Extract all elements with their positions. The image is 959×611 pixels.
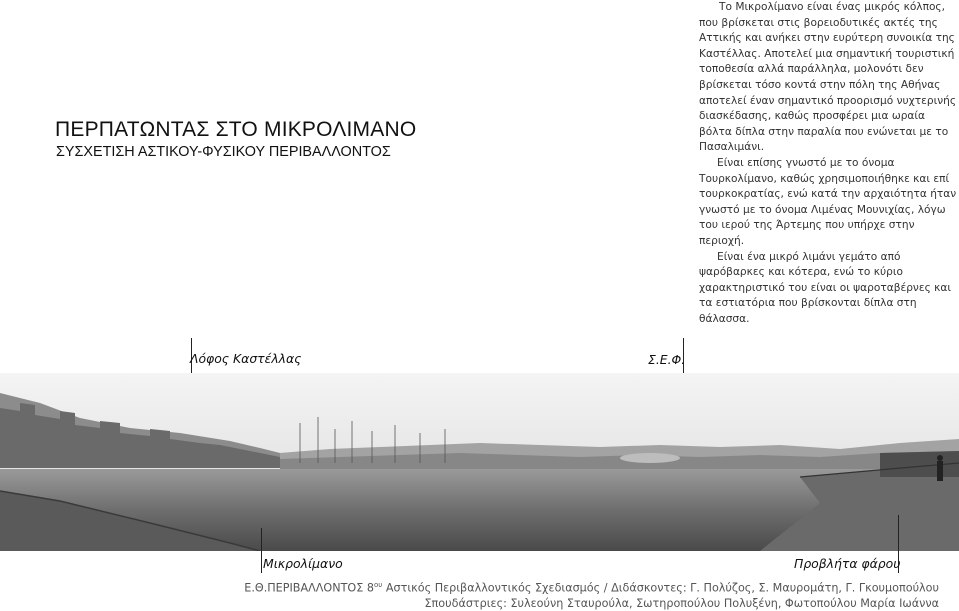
footer-course-line [244,581,939,595]
paragraph-3: Είναι ένα μικρό λιμάνι γεμάτο από ψαρόβαρκες και κότερα, ενώ το κύριο χαρακτηριστικό του είναι οι ψαροταβέρνες και τα εστιατόρια που βρίσκονται δίπλα στη θάλασσα. [699,250,951,325]
label-lofos-kastellas: Λόφος Καστέλλας [190,351,302,366]
footer-students-line: Σπουδάστριες: Συλεούνη Σταυρούλα, Σωτηροπούλου Πολυξένη, Φωτοπούλου Μαρία Ιωάννα [424,597,939,610]
label-provlita-farou: Προβλήτα φάρου [794,556,901,571]
footer-course-sup: ου [373,581,383,589]
paragraph-1: Το Μικρολίμανο είναι ένας μικρός κόλπος, που βρίσκεται στις βορειοδυτικές ακτές της Αττικής και ανήκει στην ευρύτερη συνοικία της Καστέλλας. Αποτελεί μια σημαντική τουριστική τοποθεσία αλλά παράλληλα, μολονότι δεν βρίσκεται τόσο κοντά στην πόλη της Αθήνας αποτελεί έναν σημαντικό προορισμό νυχτερινής διασκέδασης, καθώς προσφέρει μια ωραία βόλτα δίπλα στην παραλία που ενώνεται με το Πασαλιμάνι. [699,1,957,154]
leader-line-mikrolimano [261,528,262,573]
footer-course-post: Αστικός Περιβαλλοντικός Σχεδιασμός / Διδάσκοντες: Γ. Πολύζος, Σ. Μαυρομάτη, Γ. Γκουμοπούλου [382,581,939,595]
page-subtitle: ΣΥΣΧΕΤΙΣΗ ΑΣΤΙΚΟΥ-ΦΥΣΙΚΟΥ ΠΕΡΙΒΑΛΛΟΝΤΟΣ [56,144,391,160]
page-title: ΠΕΡΠΑΤΩΝΤΑΣ ΣΤΟ ΜΙΚΡΟΛΙΜΑΝΟ [55,118,417,141]
panorama-photo [0,373,959,551]
paragraph-2: Είναι επίσης γνωστό με το όνομα Τουρκολίμανο, καθώς χρησιμοποιήθηκε και επί τουρκοκρατίας, ενώ κατά την αρχαιότητα ήταν γνωστό με το όνομα Λιμένας Μουνιχίας, λόγω του ιερού της Άρτεμης που υπήρχε στην περιοχή. [699,156,957,247]
footer-course-pre: Ε.Θ.ΠΕΡΙΒΑΛΛΟΝΤΟΣ 8 [244,581,374,595]
label-sef: Σ.Ε.Φ. [648,352,686,367]
label-mikrolimano: Μικρολίμανο [263,556,343,571]
description-text [699,0,957,327]
